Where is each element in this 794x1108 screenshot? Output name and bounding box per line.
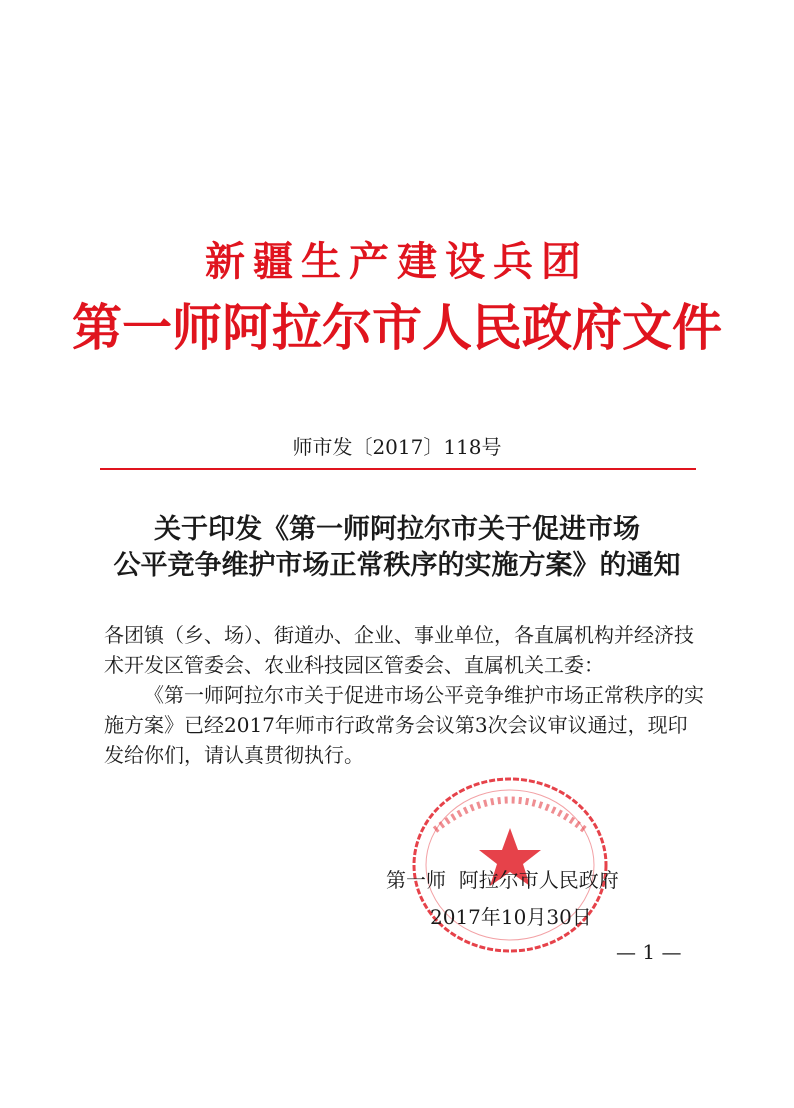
recipients-paragraph: 各团镇（乡、场）、街道办、企业、事业单位，各直属机构并经济技术开发区管委会、农业科技园区管委会、直属机关工委： [104, 623, 694, 677]
notice-body [104, 620, 704, 770]
official-seal [405, 770, 615, 960]
document-header-title: 第一师阿拉尔市人民政府文件 [72, 298, 722, 357]
issue-date: 2017年10月30日 [430, 905, 592, 929]
issuer-name: 第一师 阿拉尔市人民政府 [386, 868, 619, 892]
main-paragraph: 《第一师阿拉尔市关于促进市场公平竞争维护市场正常秩序的实施方案》已经2017年师市行政常务会议第3次会议审议通过，现印发给你们，请认真贯彻执行。 [104, 683, 704, 767]
red-divider-line [100, 468, 696, 470]
notice-title [0, 512, 794, 584]
notice-title-line1: 关于印发《第一师阿拉尔市关于促进市场 [154, 514, 640, 545]
document-header-org: 新疆生产建设兵团 [205, 238, 589, 285]
notice-title-line2: 公平竞争维护市场正常秩序的实施方案》的通知 [113, 550, 681, 581]
page-number: — 1 — [616, 940, 682, 964]
document-number: 师市发〔2017〕118号 [292, 435, 502, 459]
